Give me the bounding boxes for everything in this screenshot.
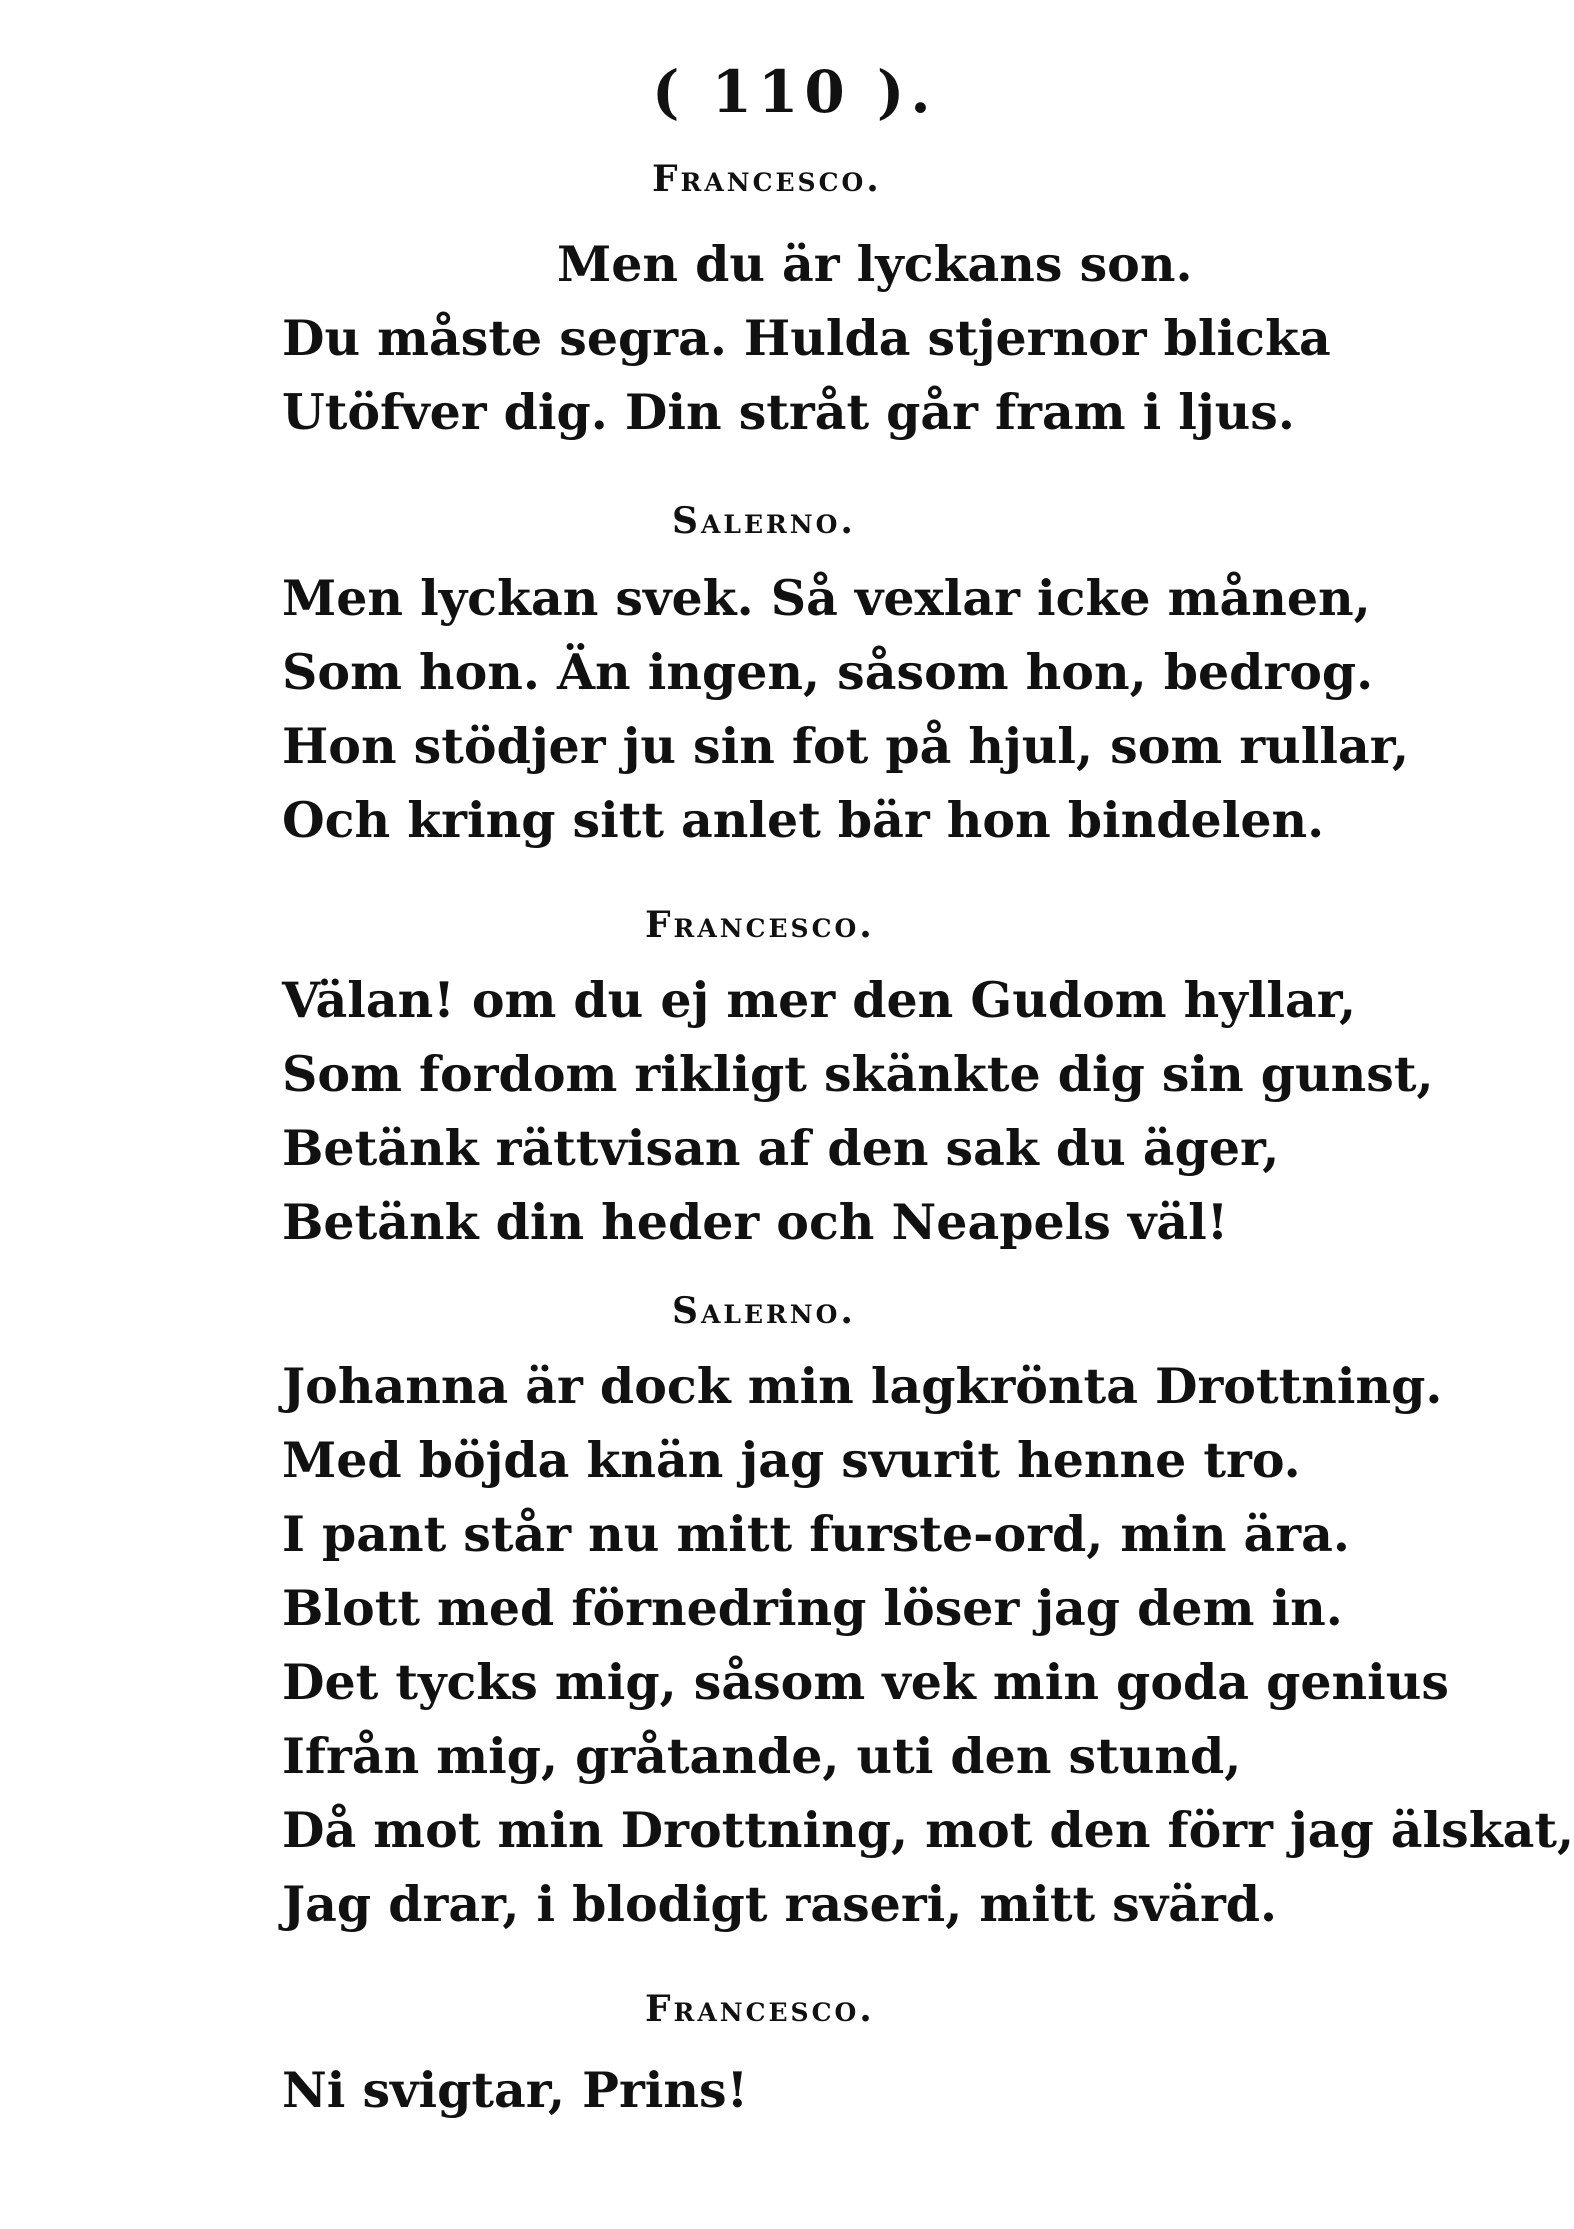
verse-line: Betänk rättvisan af den sak du äger, <box>282 1119 1280 1177</box>
verse-line: Men lyckan svek. Så vexlar icke månen, <box>282 569 1371 627</box>
speaker-name: Francesco. <box>645 904 875 946</box>
page-number: ( 110 ). <box>652 58 937 126</box>
verse-line: Som hon. Än ingen, såsom hon, bedrog. <box>282 643 1374 701</box>
verse-line: Välan! om du ej mer den Gudom hyllar, <box>282 971 1357 1029</box>
verse-line: Då mot min Drottning, mot den förr jag älskat, <box>282 1801 1574 1859</box>
verse-line: Johanna är dock min lagkrönta Drottning. <box>282 1357 1443 1415</box>
verse-line: Men du är lyckans son. <box>557 235 1193 293</box>
verse-line: Jag drar, i blodigt raseri, mitt svärd. <box>282 1875 1278 1933</box>
verse-line: Som fordom rikligt skänkte dig sin gunst, <box>282 1045 1434 1103</box>
verse-line: Blott med förnedring löser jag dem in. <box>282 1579 1343 1637</box>
verse-line: Hon stödjer ju sin fot på hjul, som rullar, <box>282 717 1410 775</box>
verse-line: Det tycks mig, såsom vek min goda genius <box>282 1653 1449 1711</box>
verse-line: Du måste segra. Hulda stjernor blicka <box>282 309 1331 367</box>
verse-line: Med böjda knän jag svurit henne tro. <box>282 1431 1301 1489</box>
verse-line: I pant står nu mitt furste-ord, min ära. <box>282 1505 1350 1563</box>
verse-line: Ni svigtar, Prins! <box>282 2061 749 2119</box>
speaker-name: Francesco. <box>645 1988 875 2030</box>
verse-line: Och kring sitt anlet bär hon bindelen. <box>282 791 1325 849</box>
speaker-name: Salerno. <box>672 1290 856 1332</box>
speaker-name: Salerno. <box>672 500 856 542</box>
speaker-name: Francesco. <box>652 158 882 200</box>
verse-line: Ifrån mig, gråtande, uti den stund, <box>282 1727 1242 1785</box>
verse-line: Utöfver dig. Din stråt går fram i ljus. <box>282 383 1295 441</box>
verse-line: Betänk din heder och Neapels väl! <box>282 1193 1229 1251</box>
